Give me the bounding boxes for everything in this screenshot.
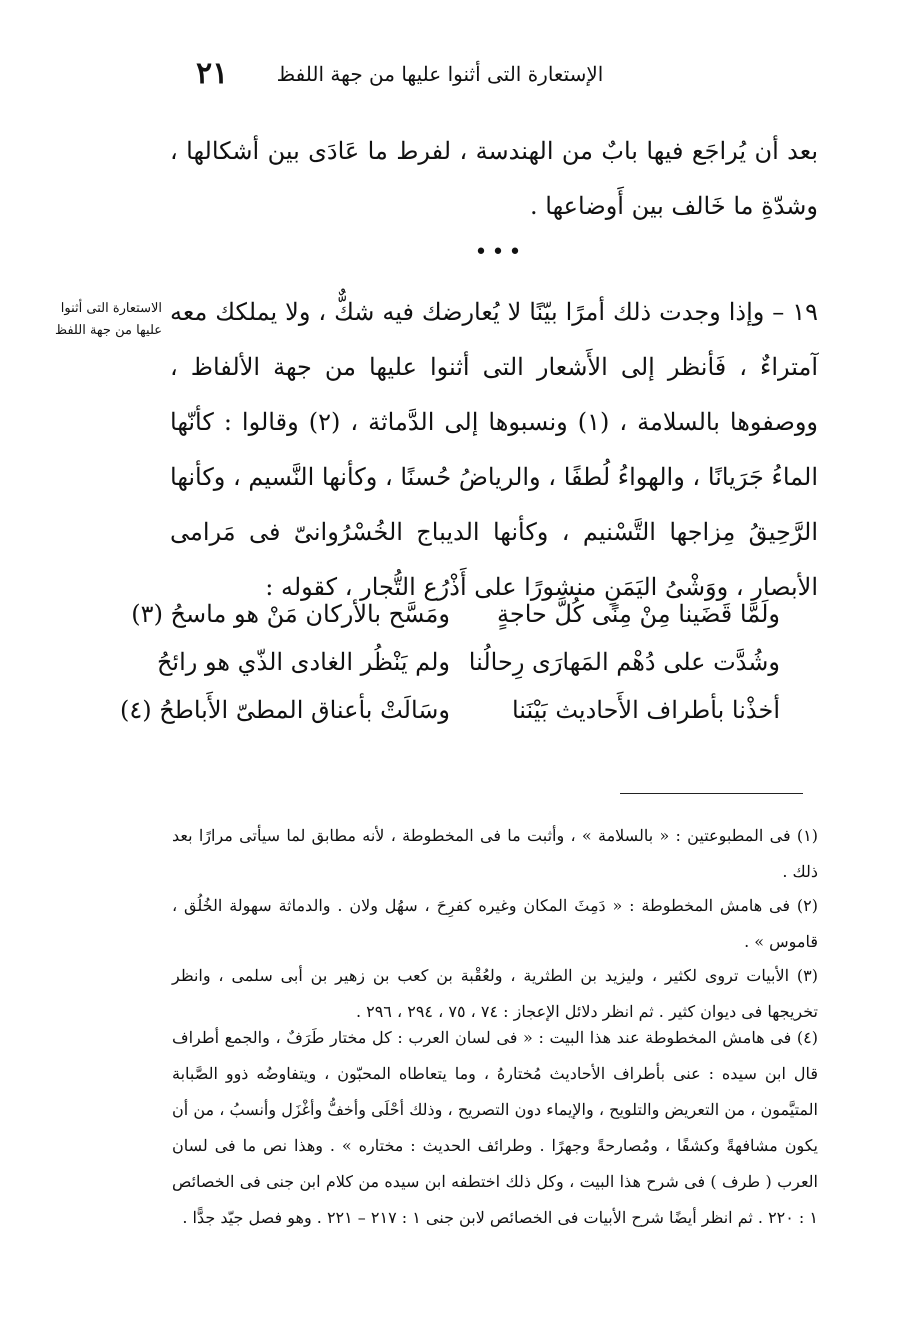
body-paragraph-19: ١٩ – وإذا وجدت ذلك أمرًا بيّنًا لا يُعارضك فيه شكٌّ ، ولا يملكك معه آمتراءٌ ، فَأنظر إلى الأَشعار التى أثنوا عليها من جهة الألفاظ ، ووصفوها بالسلامة ، (١) ونسبوها إلى الدَّماثة ، (٢) وقالوا : كأنّها الماءُ جَرَيانًا ، والهواءُ لُطفًا ، والرياضُ حُسنًا ، وكأنها النَّسيم ، وكأنها الرَّحِيقُ مِزاجها التَّسْنيم ، وكأنها الديباج الخُسْرُوانىّ فى مَرامى الأبصار ، ووَشْىُ اليَمَنِ منشورًا على أَذْرُع التُّجار ، كقوله : xyxy=(170,298,818,601)
margin-note: الاستعارة التى أثنوا عليها من جهة اللفظ xyxy=(55,301,162,338)
verse-second-hemistich: ولم يَنْظُر الغادى الذّي هو رائحُ xyxy=(156,648,450,676)
verse-line xyxy=(156,648,780,688)
verse-second-hemistich: وسَالَتْ بأعناق المطىّ الأَباطحُ (٤) xyxy=(119,696,450,724)
footnote-4: (٤) فى هامش المخطوطة عند هذا البيت : « فى لسان العرب : كل مختار طَرَفٌ ، والجمع أطراف قال ابن سيده : عنى بأطراف الأحاديث مُختارهُ ، وما يتعاطاه المحبّون ، ويتفاوضُه ذوو الصَّبابة المتيَّمون ، من التعريض والتلويح ، والإيماء دون التصريح ، وذلك أحْلَى وأخفُّ وأغْزَل وأنسبُ ، من أن يكون مشافهةً وكشفًا ، ومُصارحةً وجهرًا . وطرائف الحديث : مختاره » . وهذا نص ما فى لسان العرب ( طرف ) فى شرح هذا البيت ، وكل ذلك اختطفه ابن سيده من كلام ابن جنى فى الخصائص ١ : ٢٢٠ . ثم انظر أيضًا شرح الأبيات فى الخصائص لابن جنى ١ : ٢١٧ – ٢٢١ . وهو فصل جيّد جدًّا . xyxy=(172,1028,819,1227)
verse-first-hemistich: وشُدَّت على دُهْم المَهارَى رِحالُنا xyxy=(468,648,780,676)
page-number: ٢١ xyxy=(196,56,229,91)
verse-line xyxy=(131,600,780,640)
verse-first-hemistich: ولَمَّا قَضَينا مِنْ مِنًى كُلَّ حاجةٍ xyxy=(497,600,780,628)
footnote-1: (١) فى المطبوعتين : « بالسلامة » ، وأثبت ما فى المخطوطة ، لأنه مطابق لما سيأتى مرارًا بعد ذلك . xyxy=(172,826,818,881)
verse-second-hemistich: ومَسَّح بالأركان مَنْ هو ماسحُ (٣) xyxy=(131,600,450,628)
verse-first-hemistich: أخذْنا بأطراف الأَحاديث بَيْنَنا xyxy=(511,696,780,724)
footnote-3: (٣) الأبيات تروى لكثير ، وليزيد بن الطثرية ، ولعُقْبة بن كعب بن زهير بن أبى سلمى ، وانظر تخريجها فى ديوان كثير . ثم انظر دلائل الإعجاز : ٧٤ ، ٧٥ ، ٢٩٤ ، ٢٩٦ . xyxy=(172,966,818,1021)
section-separator: ••• xyxy=(474,240,526,265)
running-header-title: الإستعارة التى أثنوا عليها من جهة اللفظ xyxy=(276,62,604,86)
verse-line xyxy=(119,696,780,736)
footnote-divider xyxy=(620,793,803,794)
body-paragraph-1: بعد أن يُراجَع فيها بابٌ من الهندسة ، لفرط ما عَادَى بين أشكالها ، وشدّةِ ما خَالف بين أَوضاعها . xyxy=(170,137,818,220)
footnote-2: (٢) فى هامش المخطوطة : « دَمِثَ المكان وغيره كفرِحَ ، سهُل ولان . والدماثة سهولة الخُلُق ، قاموس » . xyxy=(172,896,818,951)
